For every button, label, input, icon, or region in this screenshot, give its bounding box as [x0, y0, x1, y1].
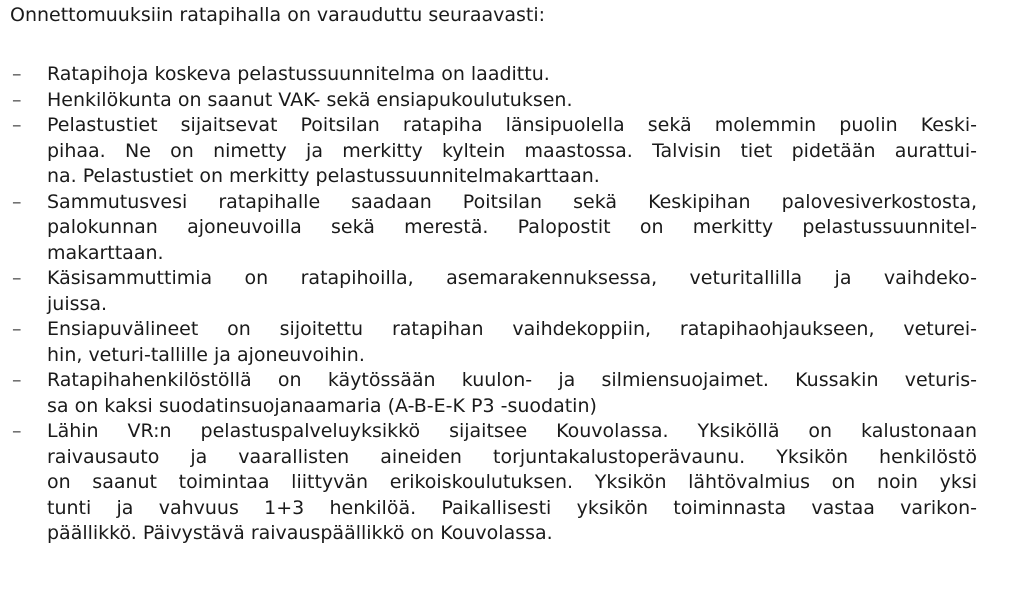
item-text-line: na. Pelastustiet on merkitty pelastussuunnitelmakarttaan. — [47, 165, 600, 187]
list-item — [10, 88, 977, 114]
item-text-line: makarttaan. — [47, 241, 164, 264]
item-text-line: Käsisammuttimia on ratapihoilla, asemarakennuksessa, veturitallilla ja vaihdeko- — [47, 267, 977, 289]
item-text-line: raivausauto ja vaarallisten aineiden torjuntakalustoperävaunu. Yksikön henkilöstö — [47, 445, 977, 468]
item-text-line: Ensiapuvälineet on sijoitettu ratapihan vaihdekoppiin, ratapihaohjaukseen, veturei- — [47, 318, 977, 340]
bullet-dash: – — [12, 318, 22, 340]
item-text-line: Pelastustiet sijaitsevat Poitsilan ratapiha länsipuolella sekä molemmin puolin Keski- — [47, 114, 977, 136]
bullet-dash: – — [12, 369, 22, 391]
bullet-dash: – — [12, 190, 22, 213]
item-text-line: Ratapihoja koskeva pelastussuunnitelma on laadittu. — [47, 63, 550, 85]
bullet-dash: – — [12, 88, 22, 111]
item-text-line: on saanut toimintaa liittyvän erikoiskoulutuksen. Yksikön lähtövalmius on noin yksi — [47, 471, 977, 493]
list-item — [10, 62, 977, 88]
item-text-line: palokunnan ajoneuvoilla sekä merestä. Palopostit on merkitty pelastussuunnitel- — [47, 216, 977, 238]
item-text-line: Ratapihahenkilöstöllä on käytössään kuulon- ja silmiensuojaimet. Kussakin veturis- — [47, 369, 977, 391]
item-text-line: Sammutusvesi ratapihalle saadaan Poitsilan sekä Keskipihan palovesiverkostosta, — [47, 190, 977, 213]
document-body — [10, 2, 1014, 547]
item-text-line: päällikkö. Päivystävä raivauspäällikkö on Kouvolassa. — [47, 522, 553, 544]
bullet-dash: – — [12, 114, 22, 136]
bullet-dash: – — [12, 63, 22, 85]
bullet-dash: – — [12, 267, 22, 289]
item-text-line: sa on kaksi suodatinsuojanaamaria (A-B-E-K P3 -suodatin) — [47, 394, 597, 417]
list-item — [10, 190, 977, 267]
item-text-line: tunti ja vahvuus 1+3 henkilöä. Paikallisesti yksikön toiminnasta vastaa varikon- — [47, 496, 977, 519]
list-item — [10, 368, 977, 419]
item-text-line: Lähin VR:n pelastuspalveluyksikkö sijaitsee Kouvolassa. Yksiköllä on kalustonaan — [47, 420, 977, 442]
list-item — [10, 113, 977, 190]
list-item — [10, 419, 977, 547]
item-text-line: Henkilökunta on saanut VAK- sekä ensiapukoulutuksen. — [47, 88, 573, 111]
list-item — [10, 317, 977, 368]
bullet-dash: – — [12, 420, 22, 442]
list-item — [10, 266, 977, 317]
item-text-line: hin, veturi-tallille ja ajoneuvoihin. — [47, 343, 365, 366]
intro-paragraph: Onnettomuuksiin ratapihalla on varauduttu seuraavasti: — [10, 4, 546, 26]
item-text-line: juissa. — [47, 292, 108, 315]
item-text-line: pihaa. Ne on nimetty ja merkitty kyltein maastossa. Talvisin tiet pidetään aurattui- — [47, 139, 977, 162]
preparedness-list — [10, 62, 1014, 547]
